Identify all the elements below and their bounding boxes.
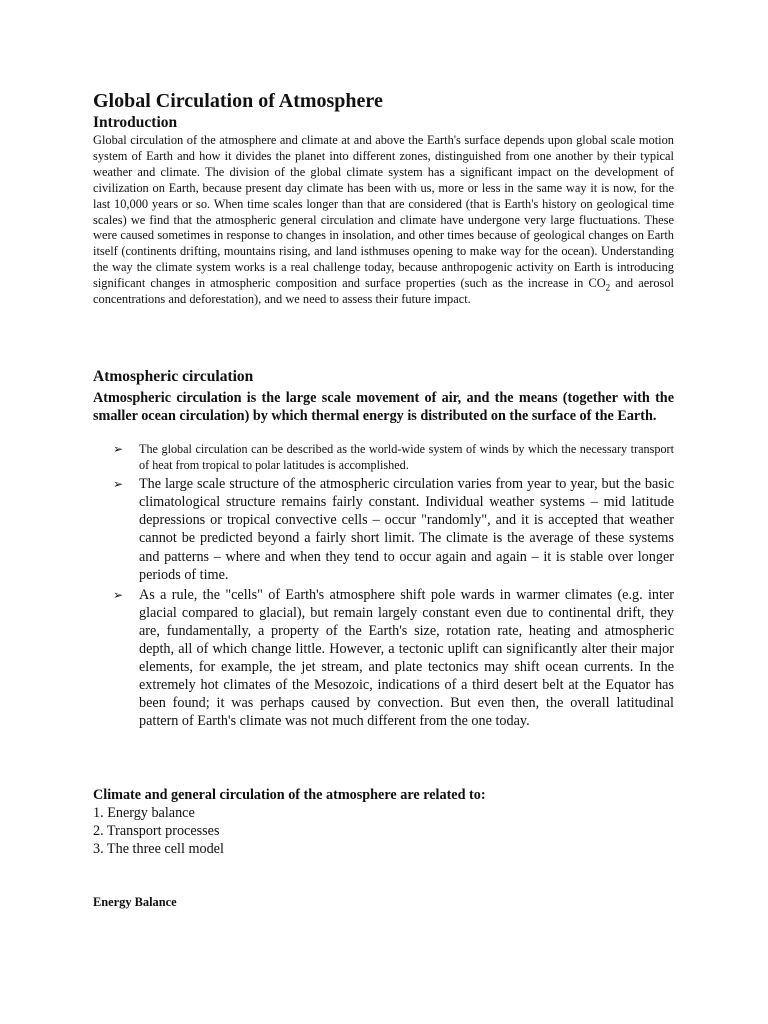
bullet-text: The global circulation can be described as the world-wide system of winds by which the necessary transport of heat from tropical to polar latitudes is accomplished. (139, 442, 674, 472)
energy-balance-heading: Energy Balance (93, 895, 177, 909)
introduction-paragraph (93, 133, 674, 308)
co2-subscript: 2 (605, 282, 611, 293)
introduction-heading: Introduction (93, 114, 178, 131)
introduction-text-end: and aerosol concentrations and deforestation), and we need to assess their future impact. (93, 276, 674, 307)
list-item (93, 586, 674, 731)
atmospheric-circulation-definition: Atmospheric circulation is the large scale movement of air, and the means (together with the smaller ocean circulation) by which thermal energy is distributed on the surface of the Earth. (93, 390, 674, 425)
bullet-text: As a rule, the "cells" of Earth's atmosphere shift pole wards in warmer climates (e.g. inter glacial compared to glacial), but remain largely constant even due to continental drift, they are, fundamentally, a property of the Earth's size, rotation rate, heating and atmospheric depth, all of which change little. However, a tectonic uplift can significantly alter their major elements, for example, the jet stream, and plate tectonics may shift ocean currents. In the extremely hot climates of the Mesozoic, indications of a third desert belt at the Equator has been found; it was perhaps caused by convection. But even then, the overall latitudinal pattern of Earth's climate was not much different from the one today. (139, 586, 674, 730)
list-item: 2. Transport processes (93, 823, 220, 840)
list-item: 3. The three cell model (93, 841, 224, 858)
document-title: Global Circulation of Atmosphere (93, 90, 383, 112)
arrow-bullet-icon: ➢ (113, 477, 124, 492)
list-item (93, 475, 674, 584)
arrow-bullet-icon: ➢ (113, 442, 124, 456)
bullet-text: The large scale structure of the atmospheric circulation varies from year to year, but the basic climatological structure remains fairly constant. Individual weather systems – mid latitude depressions or tropical convective cells – occur "randomly", and it is accepted that weather cannot be predicted beyond a fairly short limit. The climate is the average of these systems and patterns – where and when they tend to occur again and again – it is stable over longer periods of time. (139, 476, 674, 583)
atmospheric-circulation-heading: Atmospheric circulation (93, 368, 254, 385)
related-list (93, 804, 224, 859)
circulation-bullet-list (93, 442, 674, 731)
introduction-text: Global circulation of the atmosphere and climate at and above the Earth's surface depends upon global scale motion system of Earth and how it divides the planet into different zones, distinguished from one another by their typical weather and climate. The division of the global climate system has a significant impact on the development of civilization on Earth, because present day climate has been with us, more or less in the same way it is now, for the last 10,000 years or so. When time scales longer than that are considered (that is Earth's history on geological time scales) we find that the atmospheric general circulation and climate have undergone very large fluctuations. These were caused sometimes in response to changes in insolation, and other times because of geological changes on Earth itself (continents drifting, mountains rising, and land isthmuses opening to make way for the ocean). Understanding the way the climate system works is a real challenge today, because anthropogenic activity on Earth is introducing significant changes in atmospheric composition and surface properties (such as the increase in CO (93, 133, 674, 291)
list-item: 1. Energy balance (93, 805, 195, 821)
related-heading: Climate and general circulation of the atmosphere are related to: (93, 787, 486, 803)
list-item (93, 442, 674, 473)
arrow-bullet-icon: ➢ (113, 587, 124, 602)
